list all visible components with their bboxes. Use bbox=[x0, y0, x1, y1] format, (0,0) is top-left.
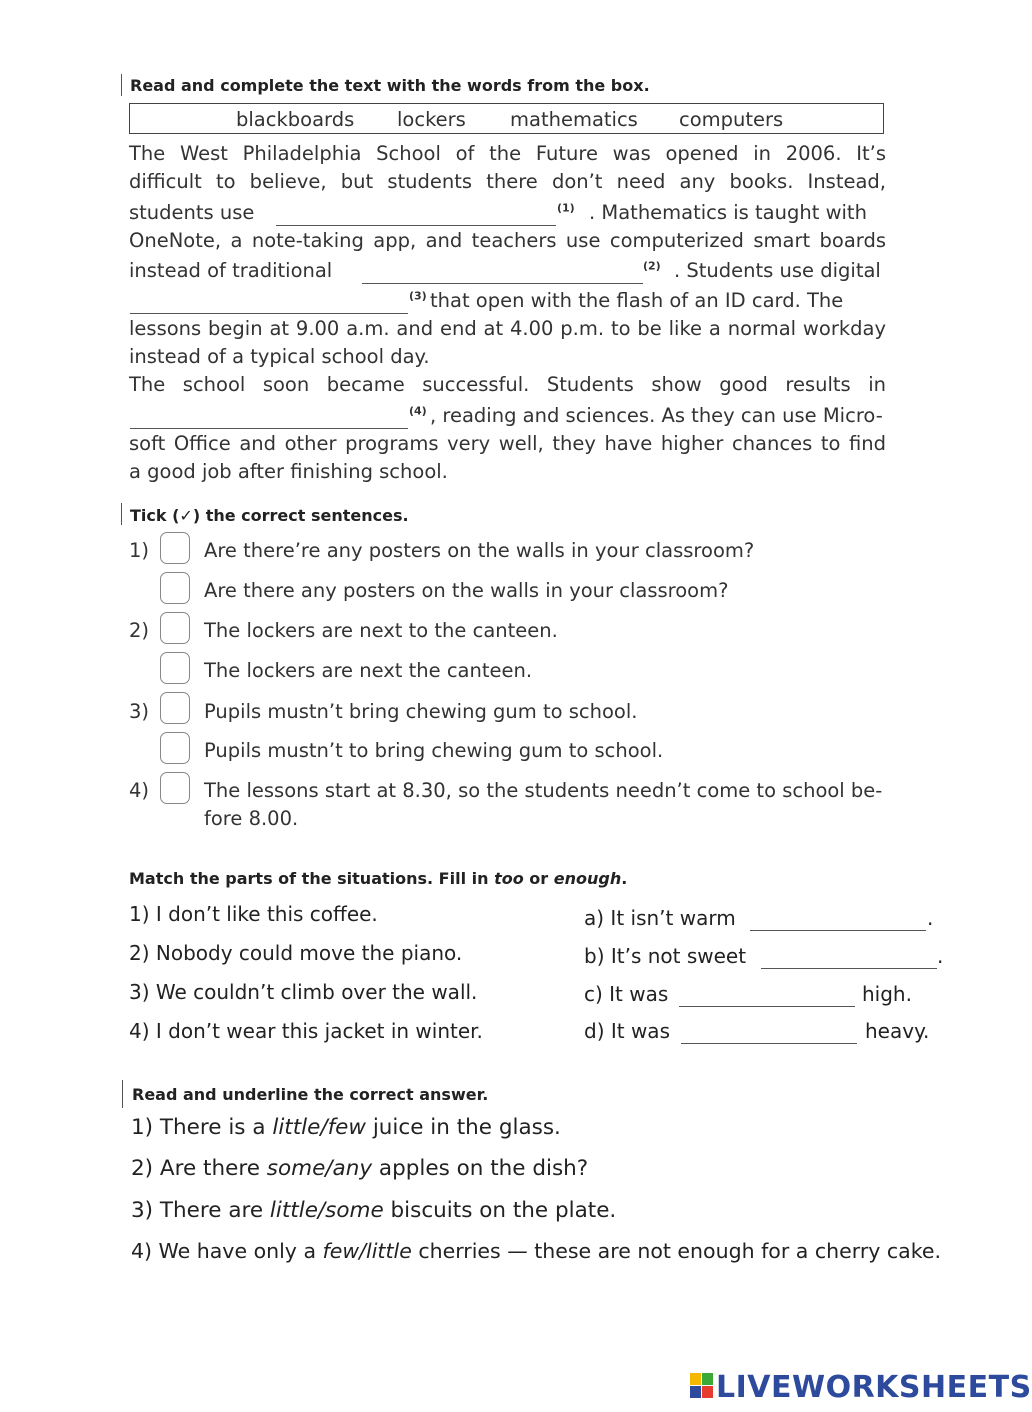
sentence-option: Pupils mustn’t bring chewing gum to school. bbox=[204, 700, 638, 723]
gap-1-blank[interactable] bbox=[276, 207, 556, 226]
tick-checkbox[interactable] bbox=[160, 652, 190, 684]
sentence-option-continued: fore 8.00. bbox=[204, 807, 299, 830]
text-line: instead of traditional bbox=[129, 259, 333, 282]
situation-right: a) It isn’t warm bbox=[584, 906, 736, 930]
item-number: 2) bbox=[129, 619, 150, 642]
tick-checkbox[interactable] bbox=[160, 612, 190, 644]
heading-text: or bbox=[523, 869, 554, 888]
text-line: , reading and sciences. As they can use Micro- bbox=[430, 404, 883, 427]
word-box-item: mathematics bbox=[510, 108, 638, 131]
word-box bbox=[129, 103, 884, 134]
text-line bbox=[557, 201, 575, 224]
gap-number: (4) bbox=[409, 404, 427, 418]
sentence-option: The lockers are next the canteen. bbox=[204, 659, 533, 682]
gap-number: (2) bbox=[643, 259, 661, 273]
item-number: 1) bbox=[129, 539, 150, 562]
text-line: . Mathematics is taught with bbox=[589, 201, 867, 224]
gap-3-blank[interactable] bbox=[130, 295, 408, 314]
text-line: lessons begin at 9.00 a.m. and end at 4.00 p.m. to be like a normal workday bbox=[129, 317, 886, 340]
text-line: a good job after finishing school. bbox=[129, 460, 448, 483]
gap-2-blank[interactable] bbox=[362, 265, 643, 284]
item-text: juice in the glass. bbox=[365, 1115, 561, 1140]
logo-text: LIVEWORKSHEETS bbox=[716, 1370, 1032, 1405]
tick-checkbox[interactable] bbox=[160, 572, 190, 604]
situation-left: 3) We couldn’t climb over the wall. bbox=[129, 980, 478, 1004]
heading-text: Match the parts of the situations. Fill in bbox=[129, 869, 495, 888]
text-line: soft Office and other programs very well, they have higher chances to find bbox=[129, 432, 886, 455]
item-text: 4) We have only a bbox=[131, 1239, 323, 1263]
situation-right: d) It was bbox=[584, 1019, 670, 1043]
situation-right-end: . bbox=[937, 944, 944, 968]
heading-text: . bbox=[621, 869, 628, 888]
sentence-option: The lockers are next to the canteen. bbox=[204, 619, 558, 642]
situation-right-end: heavy. bbox=[865, 1019, 930, 1043]
situation-right-end: high. bbox=[862, 982, 912, 1006]
text-line: The West Philadelphia School of the Future was opened in 2006. It’s bbox=[129, 142, 886, 165]
logo-mark-icon bbox=[690, 1373, 714, 1399]
answer-options[interactable]: some/any bbox=[266, 1156, 373, 1181]
heading-keyword-too: too bbox=[494, 869, 524, 888]
tick-checkbox[interactable] bbox=[160, 772, 190, 804]
text-line: . Students use digital bbox=[674, 259, 881, 282]
tick-checkbox[interactable] bbox=[160, 692, 190, 724]
item-text: 1) There is a bbox=[131, 1115, 273, 1140]
text-line: instead of a typical school day. bbox=[129, 345, 430, 368]
heading-marker bbox=[121, 74, 122, 96]
section2-heading: Tick (✓) the correct sentences. bbox=[130, 506, 409, 525]
heading-marker bbox=[122, 1080, 123, 1108]
text-line bbox=[409, 404, 427, 427]
underline-item bbox=[131, 1115, 561, 1140]
underline-item bbox=[131, 1156, 588, 1181]
text-line: students use bbox=[129, 201, 255, 224]
tick-checkbox[interactable] bbox=[160, 532, 190, 564]
sentence-option: The lessons start at 8.30, so the students needn’t come to school be- bbox=[204, 779, 883, 802]
underline-item bbox=[131, 1239, 941, 1263]
item-text: 2) Are there bbox=[131, 1156, 267, 1181]
situation-left: 1) I don’t like this coffee. bbox=[129, 902, 378, 926]
section3-heading bbox=[129, 869, 627, 888]
situation-right-end: . bbox=[927, 906, 934, 930]
situation-right: b) It’s not sweet bbox=[584, 944, 747, 968]
heading-keyword-enough: enough bbox=[553, 869, 622, 888]
text-line bbox=[643, 259, 661, 282]
gap-number: (1) bbox=[557, 201, 575, 215]
answer-options[interactable]: little/few bbox=[272, 1115, 366, 1140]
item-number: 3) bbox=[129, 700, 150, 723]
item-text: biscuits on the plate. bbox=[383, 1198, 617, 1223]
item-text: apples on the dish? bbox=[372, 1156, 589, 1181]
word-box-item: computers bbox=[679, 108, 784, 131]
text-line bbox=[409, 289, 427, 312]
text-line: difficult to believe, but students there don’t need any books. Instead, bbox=[129, 170, 886, 193]
answer-options[interactable]: few/little bbox=[322, 1239, 412, 1263]
situation-right: c) It was bbox=[584, 982, 669, 1006]
word-box-item: lockers bbox=[397, 108, 466, 131]
sentence-option: Are there’re any posters on the walls in your classroom? bbox=[204, 539, 755, 562]
section1-heading: Read and complete the text with the words from the box. bbox=[130, 76, 650, 95]
heading-marker bbox=[121, 503, 122, 525]
situation-left: 2) Nobody could move the piano. bbox=[129, 941, 463, 965]
fill-blank[interactable] bbox=[750, 912, 926, 931]
sentence-option: Are there any posters on the walls in your classroom? bbox=[204, 579, 729, 602]
text-line: OneNote, a note-taking app, and teachers use computerized smart boards bbox=[129, 229, 886, 252]
item-number: 4) bbox=[129, 779, 150, 802]
sentence-option: Pupils mustn’t to bring chewing gum to school. bbox=[204, 739, 664, 762]
fill-blank[interactable] bbox=[681, 1025, 857, 1044]
gap-4-blank[interactable] bbox=[130, 410, 408, 429]
item-text: cherries — these are not enough for a cherry cake. bbox=[411, 1239, 941, 1263]
fill-blank[interactable] bbox=[679, 988, 855, 1007]
word-box-item: blackboards bbox=[236, 108, 355, 131]
text-line: The school soon became successful. Students show good results in bbox=[129, 373, 886, 396]
text-line: that open with the flash of an ID card. The bbox=[430, 289, 844, 312]
answer-options[interactable]: little/some bbox=[269, 1198, 384, 1223]
situation-left: 4) I don’t wear this jacket in winter. bbox=[129, 1019, 483, 1043]
item-text: 3) There are bbox=[131, 1198, 270, 1223]
liveworksheets-logo bbox=[690, 1370, 1032, 1405]
section4-heading: Read and underline the correct answer. bbox=[132, 1085, 489, 1104]
fill-blank[interactable] bbox=[761, 950, 937, 969]
underline-item bbox=[131, 1198, 616, 1223]
tick-checkbox[interactable] bbox=[160, 732, 190, 764]
gap-number: (3) bbox=[409, 289, 427, 303]
